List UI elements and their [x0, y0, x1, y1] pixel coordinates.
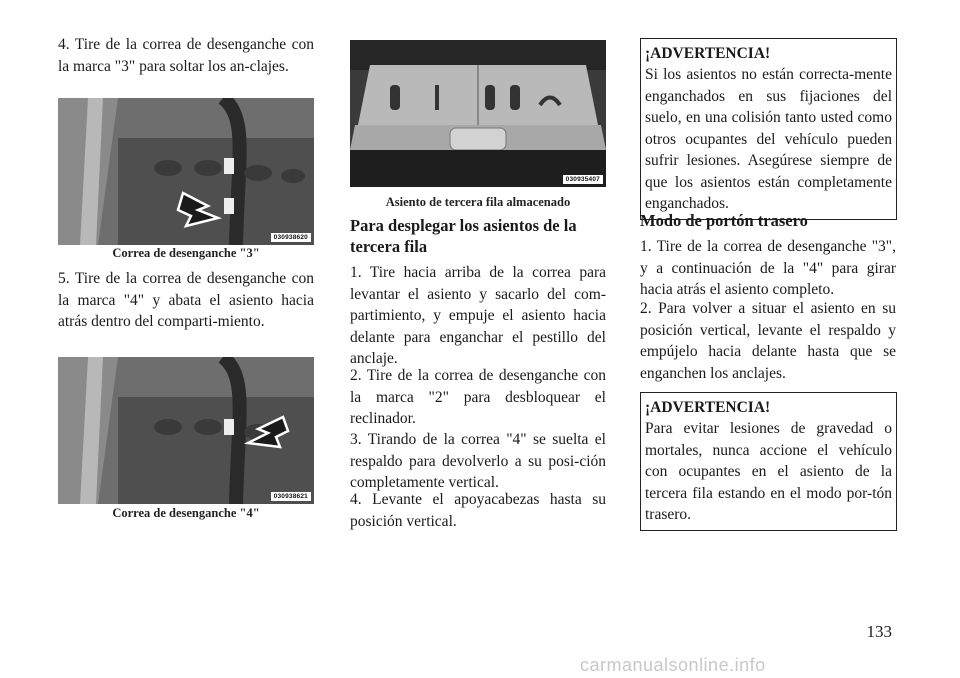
step-text: 1. Tire hacia arriba de la correa para levantar el asiento y sacarlo del com-partimiento, y empuje el asiento hacia delante para enganchar el pestillo del anclaje.: [350, 264, 606, 367]
watermark: carmanualsonline.info: [580, 655, 766, 675]
step-5-text: 5. Tire de la correa de desenganche con la marca "4" y abata el asiento hacia atrás dentro del comparti-miento.: [58, 270, 314, 330]
figure-caption: Correa de desenganche "3": [112, 246, 260, 260]
step-text: 2. Tire de la correa de desenganche con la marca "2" para desbloquear el reclinador.: [350, 367, 606, 427]
warning-text: Para evitar lesiones de gravedad o mortales, nunca accione el vehículo con ocupantes en el asiento de la tercera fila estando en el modo por-tón trasero.: [645, 420, 892, 523]
seat-photo-1: [58, 98, 314, 245]
section-heading: Modo de portón trasero: [640, 211, 808, 230]
figure-caption: Correa de desenganche "4": [112, 506, 260, 520]
warning-title: ¡ADVERTENCIA!: [645, 45, 771, 62]
step-text: 1. Tire de la correa de desenganche "3", y a continuación de la "4" para girar hacia atrás el asiento completo.: [640, 238, 896, 298]
figure-third-row-stowed: [350, 40, 606, 187]
step-text: 4. Levante el apoyacabezas hasta su posición vertical.: [350, 491, 606, 530]
figure-caption: Asiento de tercera fila almacenado: [385, 195, 571, 209]
figure-release-strap-3: [58, 98, 314, 245]
warning-title: ¡ADVERTENCIA!: [645, 399, 771, 416]
warning-box: [640, 38, 897, 220]
seat-photo-2: [58, 357, 314, 504]
figure-release-strap-4: [58, 357, 314, 504]
cargo-photo: [350, 40, 606, 187]
step-text: 2. Para volver a situar el asiento en su posición vertical, levante el respaldo y empújelo hacia delante hasta que se enganchen los anclajes.: [640, 300, 896, 382]
step-4-text: 4. Tire de la correa de desenganche con la marca "3" para soltar los an-clajes.: [58, 36, 314, 75]
section-heading: Para desplegar los asientos de la tercera fila: [350, 216, 577, 256]
warning-box: [640, 392, 897, 531]
figure-code: 030938621: [271, 492, 311, 501]
step-text: 3. Tirando de la correa "4" se suelta el respaldo para devolverlo a su posi-ción completamente vertical.: [350, 431, 606, 491]
warning-text: Si los asientos no están correcta-mente enganchados en sus fijaciones del suelo, en una colisión tanto usted como otros ocupantes del vehículo pueden sufrir lesiones. Asegúrese siempre de que los asientos están completamente enganchados.: [645, 66, 892, 212]
figure-code: 030935407: [563, 175, 603, 184]
page-number: 133: [866, 622, 892, 641]
figure-code: 030938620: [271, 233, 311, 242]
